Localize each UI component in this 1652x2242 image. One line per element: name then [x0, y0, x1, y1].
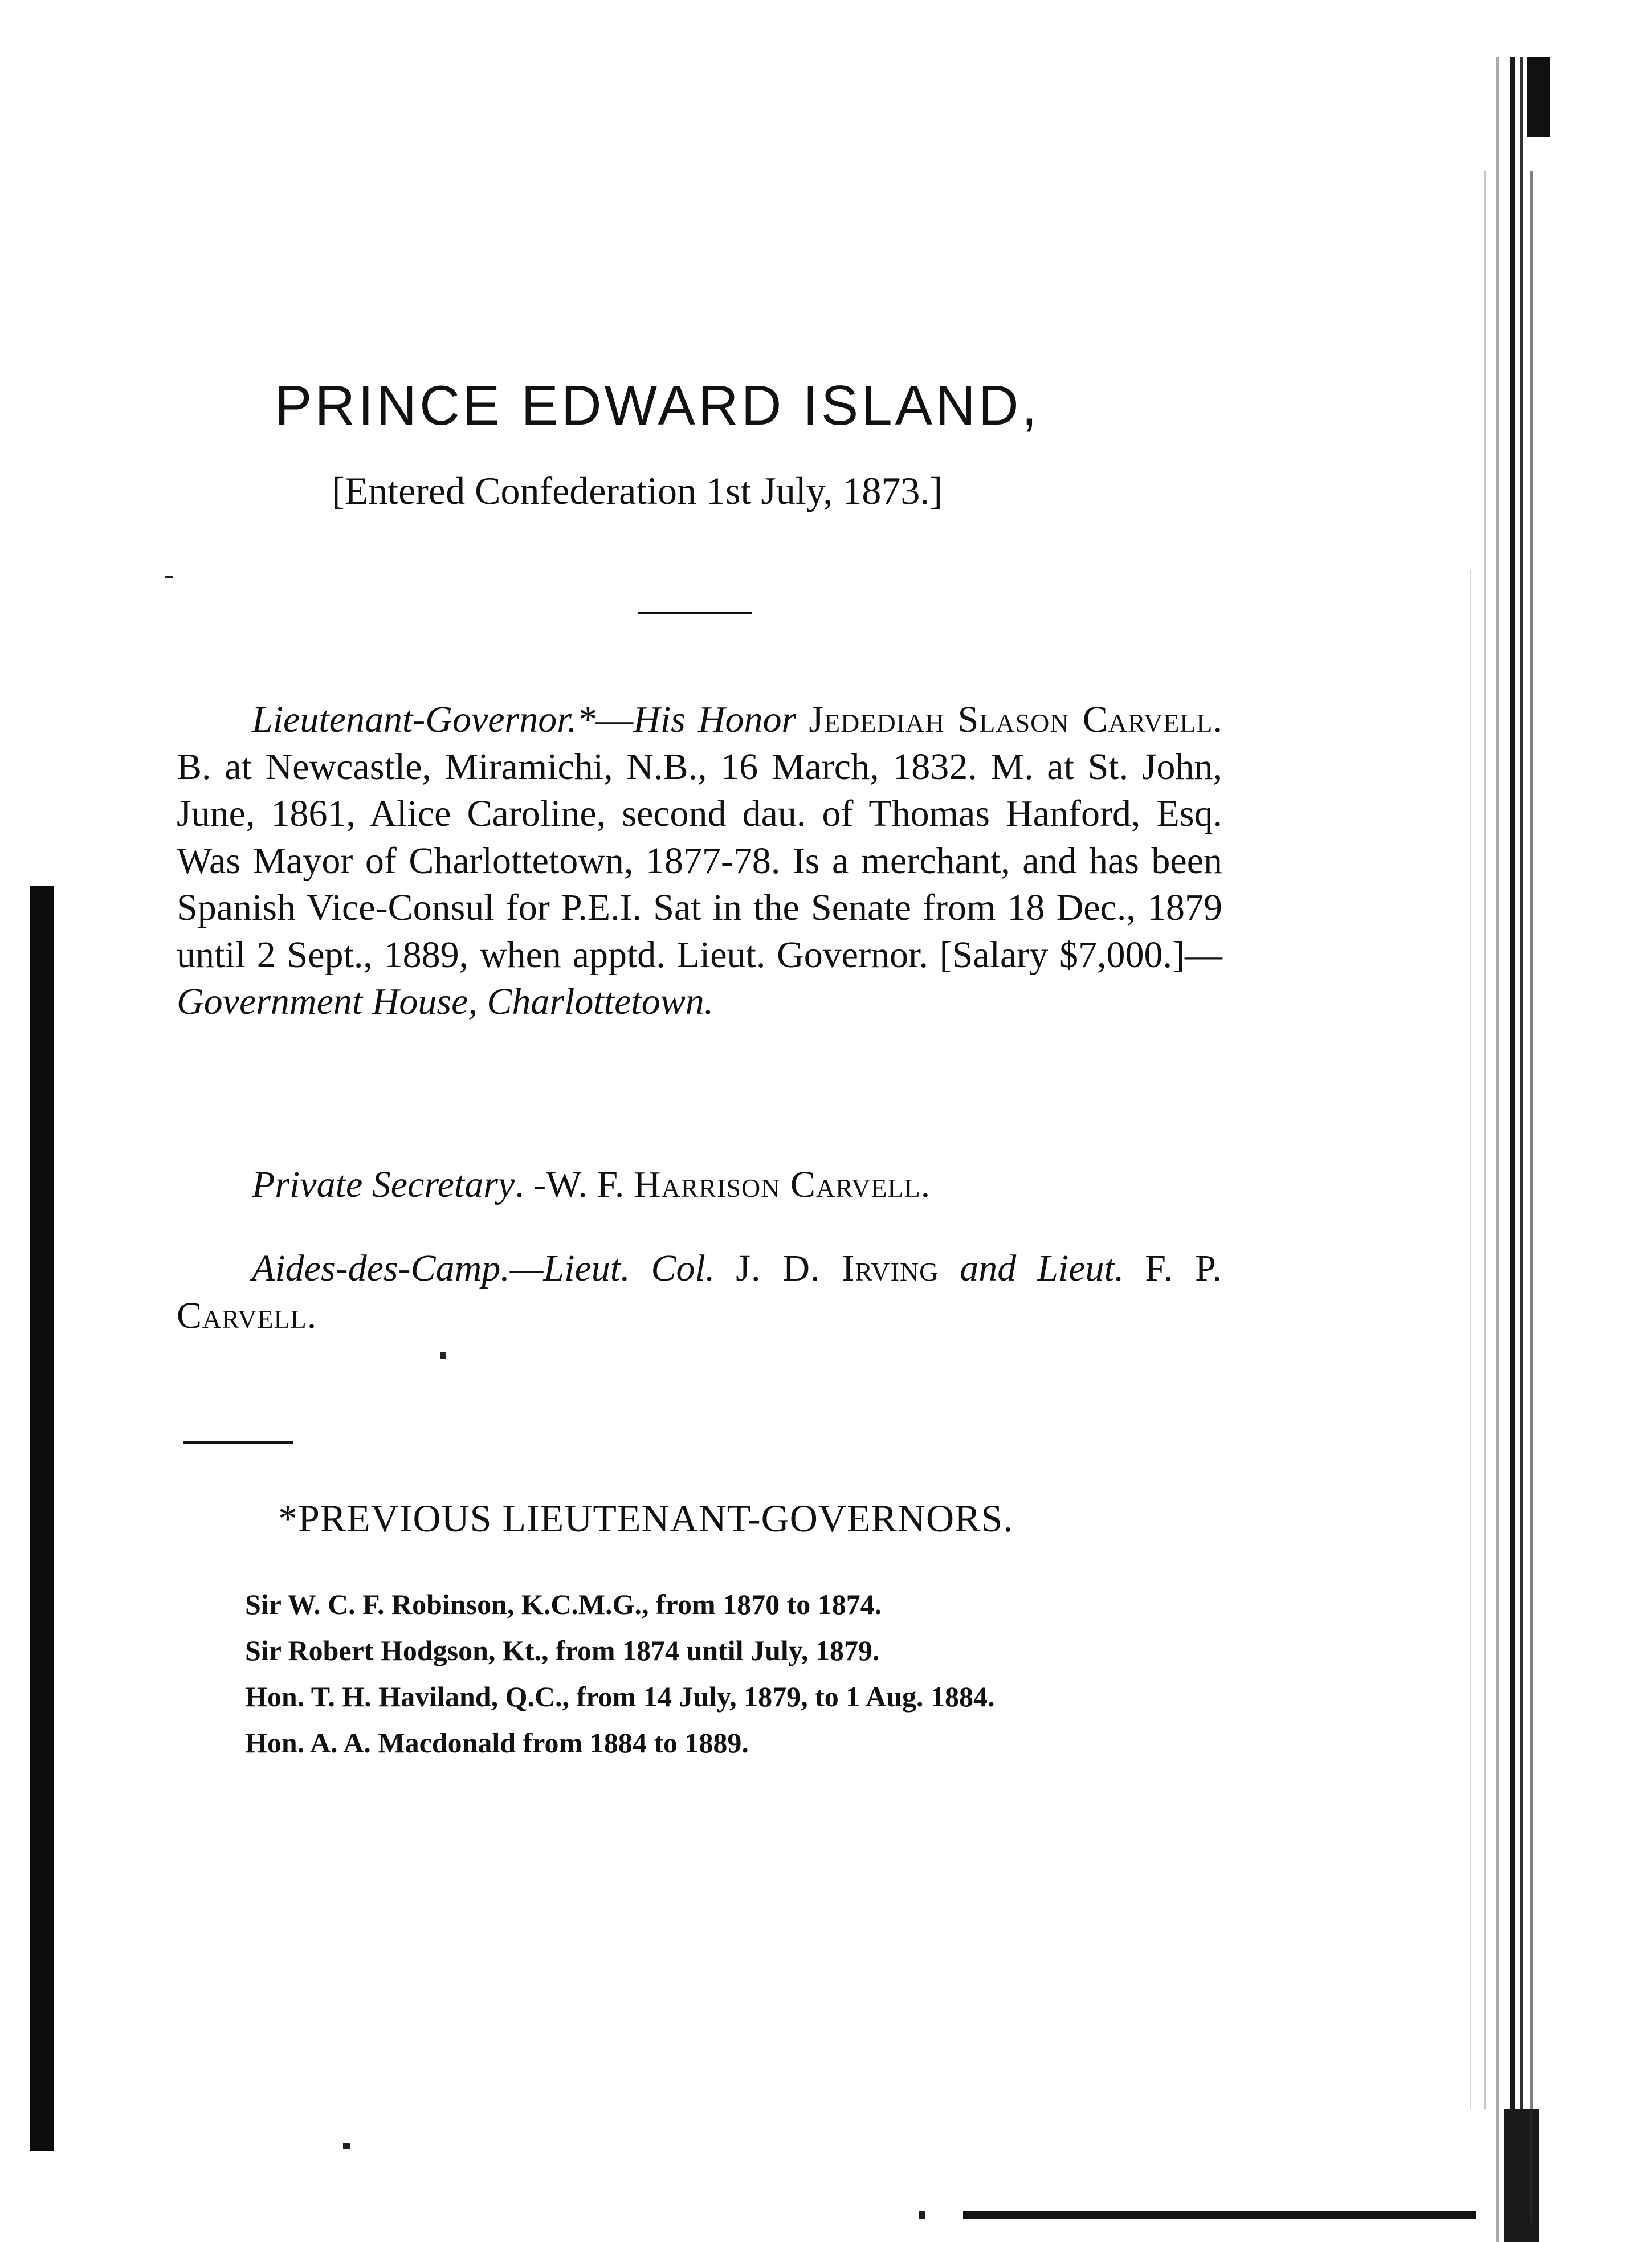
aides-entry — [177, 1245, 1222, 1339]
page-subtitle: [Entered Confederation 1st July, 1873.] — [332, 469, 943, 512]
honorific: His Honor — [633, 699, 797, 740]
lieutenant-governor-label: Lieutenant-Governor.* — [252, 699, 596, 740]
aides-col: Col. — [651, 1248, 715, 1289]
list-item: Hon. A. A. Macdonald from 1884 to 1889. — [245, 1727, 749, 1759]
scan-speck — [919, 2211, 925, 2219]
aides-and: and — [960, 1248, 1017, 1289]
aide-name-2: F. P. Carvell. — [177, 1248, 1223, 1336]
governor-name: Jedediah Slason Carvell — [809, 699, 1213, 740]
previous-governors-heading: *PREVIOUS LIEUTENANT-GOVERNORS. — [278, 1497, 1014, 1540]
section-divider — [638, 612, 752, 614]
lieutenant-governor-entry — [177, 696, 1222, 1026]
private-secretary-name: Harrison Carvell. — [633, 1164, 931, 1205]
scan-bottom-edge — [963, 2211, 1476, 2219]
scan-binding-shadow — [30, 886, 54, 2151]
scan-speck — [343, 2143, 350, 2149]
previous-governors-list — [245, 1581, 994, 1766]
list-item: Sir W. C. F. Robinson, K.C.M.G., from 1870 to 1874. — [245, 1588, 882, 1620]
governor-biography: . B. at Newcastle, Miramichi, N.B., 16 March, 1832. M. at St. John, June, 1861, Alice Caroline, second dau. of Thomas Hanford, Esq. Was Mayor of Charlottetown, 1877-78. Is a merchant, and has been Spanish Vice-Consul for P.E.I. Sat in the Senate from 18 Dec., 1879 until 2 Sept., 1889, when apptd. Lieut. Governor. [Salary $7,000.]— — [177, 699, 1222, 976]
scan-edge-noise — [1436, 57, 1550, 2242]
governor-residence: Government House, Charlottetown. — [177, 981, 714, 1022]
list-item: Hon. T. H. Haviland, Q.C., from 14 July, 1879, to 1 Aug. 1884. — [245, 1681, 995, 1713]
private-secretary-label: Private Secretary — [252, 1164, 515, 1205]
private-secretary-entry — [177, 1161, 1222, 1209]
page-title: PRINCE EDWARD ISLAND, — [275, 374, 1040, 437]
scan-speck — [440, 1352, 446, 1359]
dash: — — [595, 699, 634, 740]
aides-label: Aides-des-Camp.—Lieut. — [252, 1248, 630, 1289]
private-secretary-initials: . -W. F. — [515, 1164, 634, 1205]
aides-lieut: Lieut. — [1037, 1248, 1124, 1289]
list-item: Sir Robert Hodgson, Kt., from 1874 until July, 1879. — [245, 1634, 880, 1666]
aide-name-1: J. D. Irving — [736, 1248, 939, 1289]
section-divider — [183, 1441, 293, 1444]
scan-speck — [165, 576, 173, 578]
